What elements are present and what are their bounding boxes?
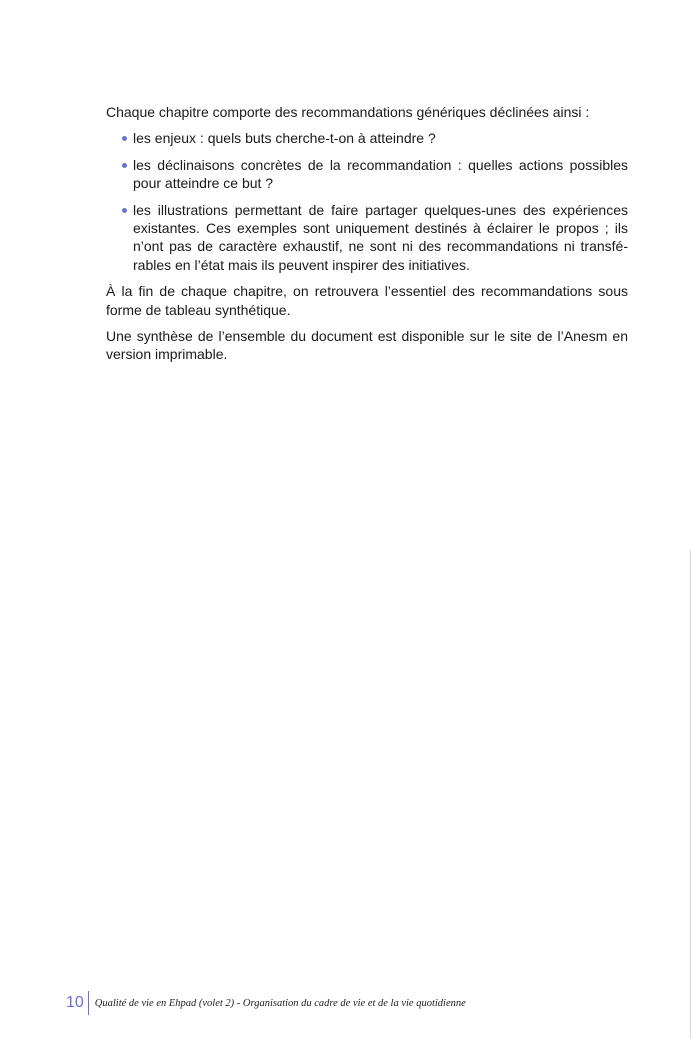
page-number: 10 bbox=[66, 994, 84, 1011]
running-title: Qualité de vie en Ehpad (volet 2) - Organisation du cadre de vie et de la vie quotidienne bbox=[94, 997, 466, 1009]
margin-divider bbox=[690, 550, 691, 1039]
end-of-chapter-paragraph: À la fin de chaque chapitre, on retrouvera l’essentiel des recommandations sous forme de tableau synthétique. bbox=[106, 283, 628, 318]
list-item-text: les déclinaisons concrètes de la recommandation : quelles actions possibles pour atteindre ce but ? bbox=[133, 156, 628, 192]
list-item-text: les enjeux : quels buts cherche-t-on à atteindre ? bbox=[133, 130, 436, 147]
bullet-icon bbox=[122, 208, 127, 213]
synthesis-paragraph: Une synthèse de l’ensemble du document est disponible sur le site de l’Anesm en version imprimable. bbox=[106, 328, 628, 363]
bullet-icon bbox=[122, 163, 127, 168]
list-item-text: les illustrations permettant de faire partager quelques-unes des expériences existantes. Ces exemples sont uniquement destinés à éclairer le propos ; ils n’ont pas de caractère exhaustif, ne sont ni des recommandations ni transfé-rables en l’état mais ils peuvent inspirer des initiatives. bbox=[133, 201, 628, 273]
list-item bbox=[106, 129, 628, 147]
list-item bbox=[106, 201, 628, 275]
recommendation-list bbox=[106, 129, 628, 274]
page-content bbox=[106, 103, 628, 372]
list-item bbox=[106, 156, 628, 193]
bullet-icon bbox=[122, 136, 127, 141]
footer-divider bbox=[88, 991, 89, 1015]
intro-paragraph: Chaque chapitre comporte des recommandations génériques déclinées ainsi : bbox=[106, 104, 590, 120]
page-footer bbox=[66, 990, 466, 1016]
